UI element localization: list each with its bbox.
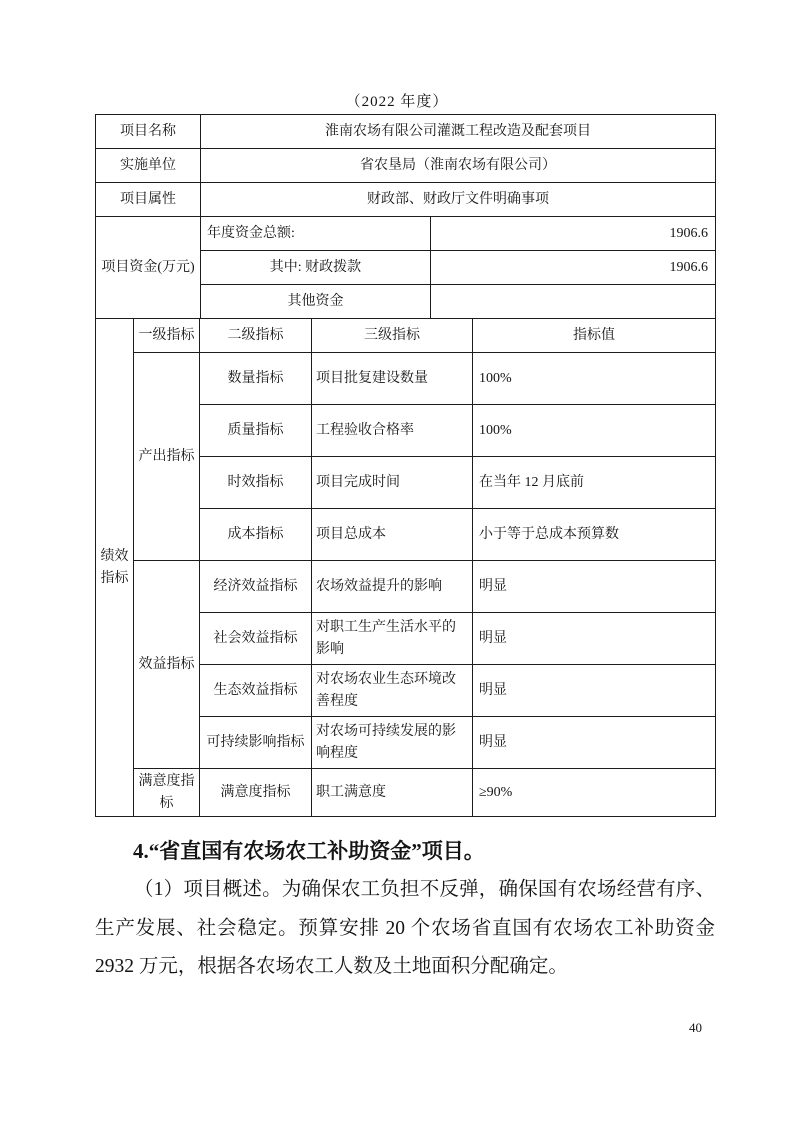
other-funds-label: 其他资金 — [201, 285, 431, 319]
annual-total-label: 年度资金总额: — [201, 217, 431, 251]
indicator-value: ≥90% — [473, 769, 716, 817]
satisfaction-indicator-group-label: 满意度指标 — [134, 769, 200, 817]
table-row — [96, 217, 716, 251]
indicator-level3: 工程验收合格率 — [312, 405, 473, 457]
indicator-level2: 社会效益指标 — [200, 613, 312, 665]
table-row — [96, 115, 716, 149]
table-row — [96, 769, 716, 817]
indicator-level3: 对农场农业生态环境改善程度 — [312, 665, 473, 717]
benefit-indicator-group-label: 效益指标 — [134, 561, 200, 769]
section-heading: 4.“省直国有农场农工补助资金”项目。 — [133, 839, 485, 863]
indicator-level2: 生态效益指标 — [200, 665, 312, 717]
implementing-unit-value: 省农垦局（淮南农场有限公司） — [201, 149, 716, 183]
table-row — [96, 149, 716, 183]
project-name-value: 淮南农场有限公司灌溉工程改造及配套项目 — [201, 115, 716, 149]
output-indicator-group-label: 产出指标 — [134, 353, 200, 561]
indicator-value: 100% — [473, 353, 716, 405]
project-funds-label: 项目资金(万元) — [96, 217, 201, 319]
indicator-value: 明显 — [473, 613, 716, 665]
body-paragraph: （1）项目概述。为确保农工负担不反弹，确保国有农场经营有序、生产发展、社会稳定。预算安排 20 个农场省直国有农场农工补助资金 2932 万元，根据各农场农工人数及土地面积分配确定。 — [95, 879, 715, 977]
page-number: 40 — [689, 1020, 702, 1035]
fiscal-appropriation-label: 其中: 财政拨款 — [201, 251, 431, 285]
indicator-value: 100% — [473, 405, 716, 457]
header-indicator-value: 指标值 — [473, 319, 716, 353]
performance-indicator-table — [95, 318, 716, 817]
indicator-level3: 项目总成本 — [312, 509, 473, 561]
indicator-level2: 满意度指标 — [200, 769, 312, 817]
indicator-level2: 成本指标 — [200, 509, 312, 561]
indicator-value: 小于等于总成本预算数 — [473, 509, 716, 561]
header-level1: 一级指标 — [134, 319, 200, 353]
header-level3: 三级指标 — [312, 319, 473, 353]
indicator-value: 明显 — [473, 665, 716, 717]
table-row — [96, 353, 716, 405]
indicator-level2: 时效指标 — [200, 457, 312, 509]
indicator-level2: 质量指标 — [200, 405, 312, 457]
indicator-level2: 可持续影响指标 — [200, 717, 312, 769]
table-row — [96, 561, 716, 613]
indicator-value: 明显 — [473, 717, 716, 769]
indicator-value: 明显 — [473, 561, 716, 613]
project-attribute-value: 财政部、财政厅文件明确事项 — [201, 183, 716, 217]
document-subtitle: （2022 年度） — [345, 94, 449, 110]
project-name-label: 项目名称 — [96, 115, 201, 149]
project-attribute-label: 项目属性 — [96, 183, 201, 217]
indicator-level2: 经济效益指标 — [200, 561, 312, 613]
indicator-level3: 对农场可持续发展的影响程度 — [312, 717, 473, 769]
indicator-level2: 数量指标 — [200, 353, 312, 405]
annual-total-value: 1906.6 — [431, 217, 716, 251]
project-info-table — [95, 114, 716, 319]
table-row — [96, 183, 716, 217]
indicator-level3: 项目批复建设数量 — [312, 353, 473, 405]
indicator-level3: 农场效益提升的影响 — [312, 561, 473, 613]
implementing-unit-label: 实施单位 — [96, 149, 201, 183]
indicator-level3: 项目完成时间 — [312, 457, 473, 509]
performance-indicator-side-label: 绩效指标 — [96, 319, 134, 817]
table-header-row — [96, 319, 716, 353]
indicator-level3: 对职工生产生活水平的影响 — [312, 613, 473, 665]
indicator-level3: 职工满意度 — [312, 769, 473, 817]
fiscal-appropriation-value: 1906.6 — [431, 251, 716, 285]
header-level2: 二级指标 — [200, 319, 312, 353]
other-funds-value — [431, 285, 716, 319]
indicator-value: 在当年 12 月底前 — [473, 457, 716, 509]
